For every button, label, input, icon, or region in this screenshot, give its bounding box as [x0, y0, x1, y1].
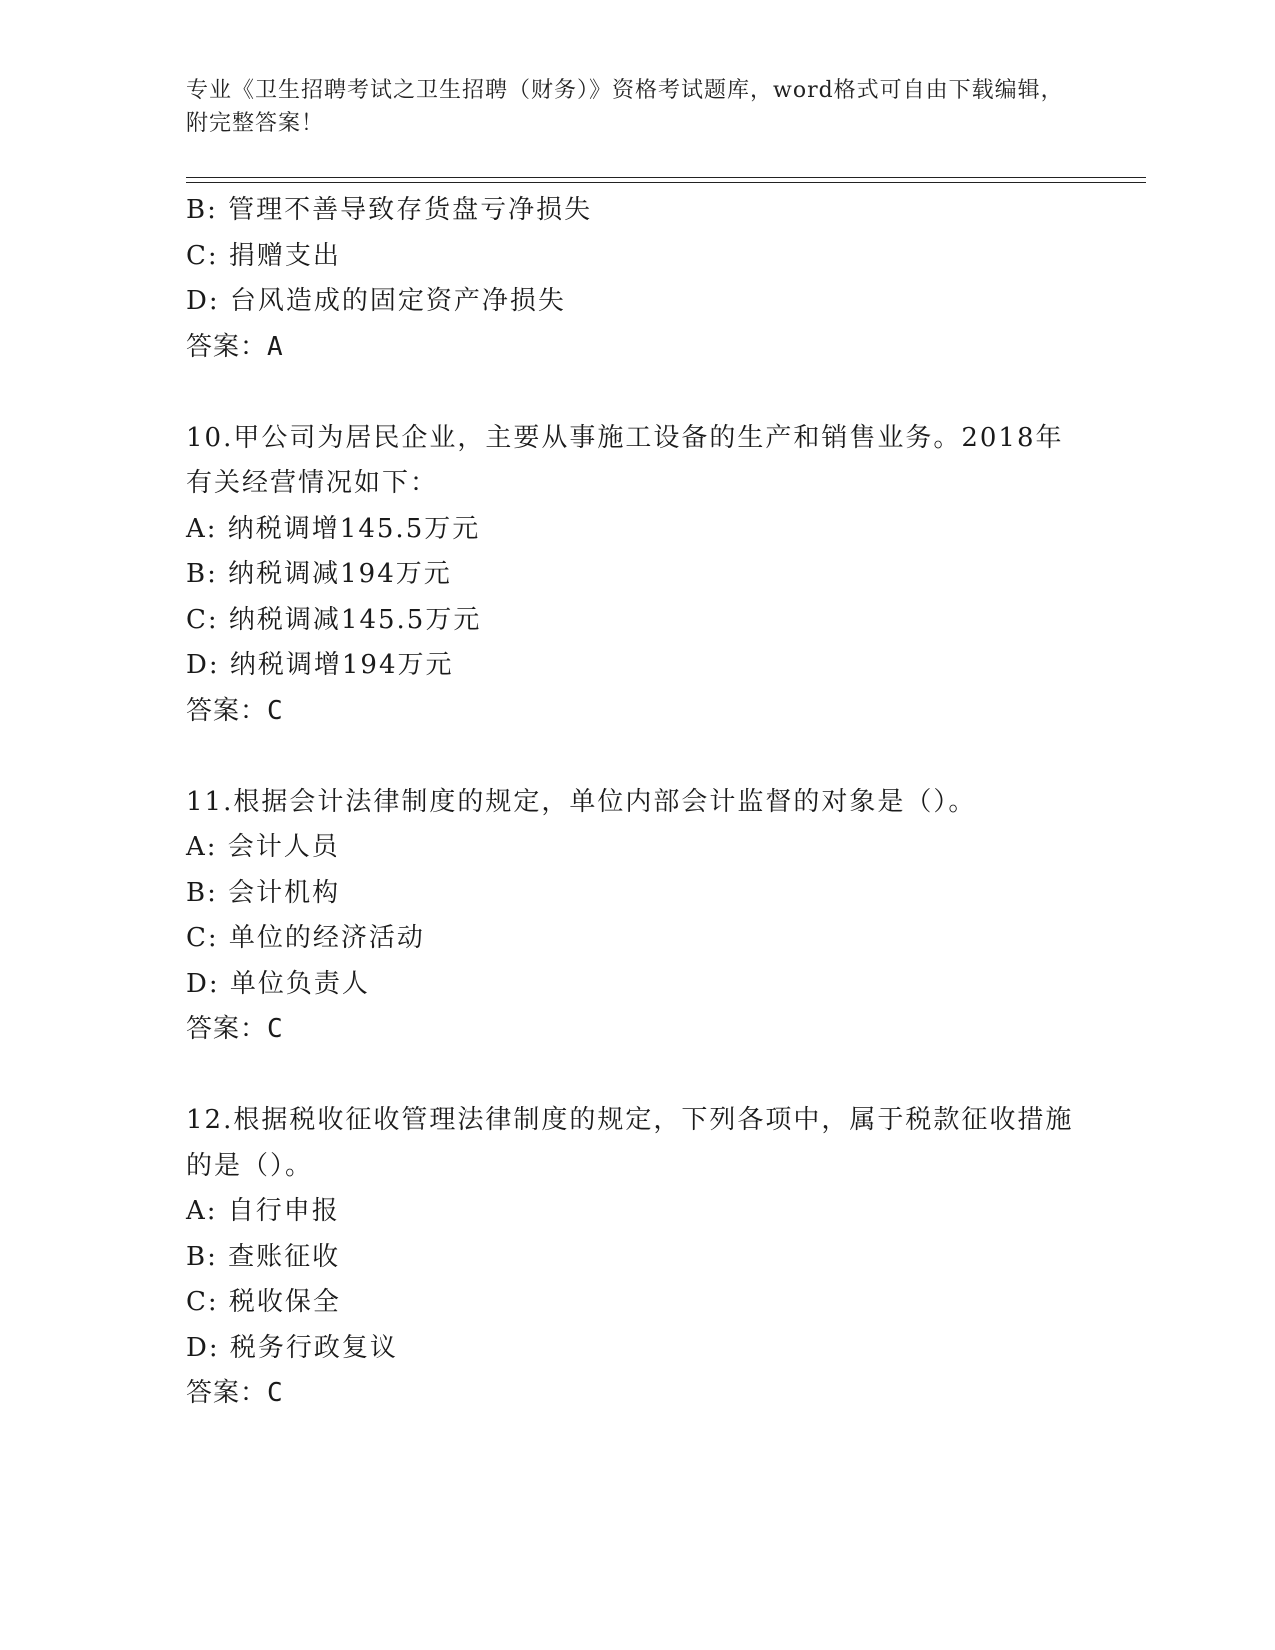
question-text: 11.根据会计法律制度的规定，单位内部会计监督的对象是（）。 — [186, 786, 977, 817]
question-list — [186, 188, 1086, 1417]
header-divider-bottom — [186, 182, 1146, 183]
option-a: A: 会计人员 — [186, 832, 340, 862]
question-11 — [186, 780, 1086, 1053]
answer: 答案：C — [186, 1378, 284, 1408]
answer: 答案：C — [186, 695, 284, 726]
option-a: A: 自行申报 — [186, 1196, 340, 1226]
option-b: B: 会计机构 — [186, 877, 341, 908]
spacer — [186, 370, 1086, 416]
question-10 — [186, 416, 1086, 735]
question-text: 10.甲公司为居民企业，主要从事施工设备的生产和销售业务。2018年有关经营情况如下： — [186, 422, 1064, 498]
question-text: 12.根据税收征收管理法律制度的规定，下列各项中，属于税款征收措施的是（）。 — [186, 1105, 1074, 1181]
option-c: C: 单位的经济活动 — [186, 923, 425, 953]
option-b: B: 管理不善导致存货盘亏净损失 — [186, 195, 593, 225]
option-a: A: 纳税调增145.5万元 — [186, 513, 481, 544]
option-c: C: 税收保全 — [186, 1287, 341, 1317]
answer: 答案：A — [186, 331, 284, 362]
option-c: C: 捐赠支出 — [186, 240, 341, 271]
option-b: B: 纳税调减194万元 — [186, 559, 452, 589]
option-d: D: 台风造成的固定资产净损失 — [186, 286, 566, 316]
answer: 答案：C — [186, 1014, 284, 1044]
option-c: C: 纳税调减145.5万元 — [186, 604, 482, 635]
option-d: D: 单位负责人 — [186, 968, 370, 999]
header-divider-top — [186, 177, 1146, 178]
spacer — [186, 1053, 1086, 1099]
question-12 — [186, 1098, 1086, 1417]
option-b: B: 查账征收 — [186, 1241, 341, 1272]
document-header: 专业《卫生招聘考试之卫生招聘（财务）》资格考试题库，word格式可自由下载编辑，附完整答案！ — [186, 78, 1064, 136]
partial-question — [186, 188, 1086, 370]
option-d: D: 纳税调增194万元 — [186, 650, 454, 680]
spacer — [186, 734, 1086, 780]
option-d: D: 税务行政复议 — [186, 1332, 398, 1363]
